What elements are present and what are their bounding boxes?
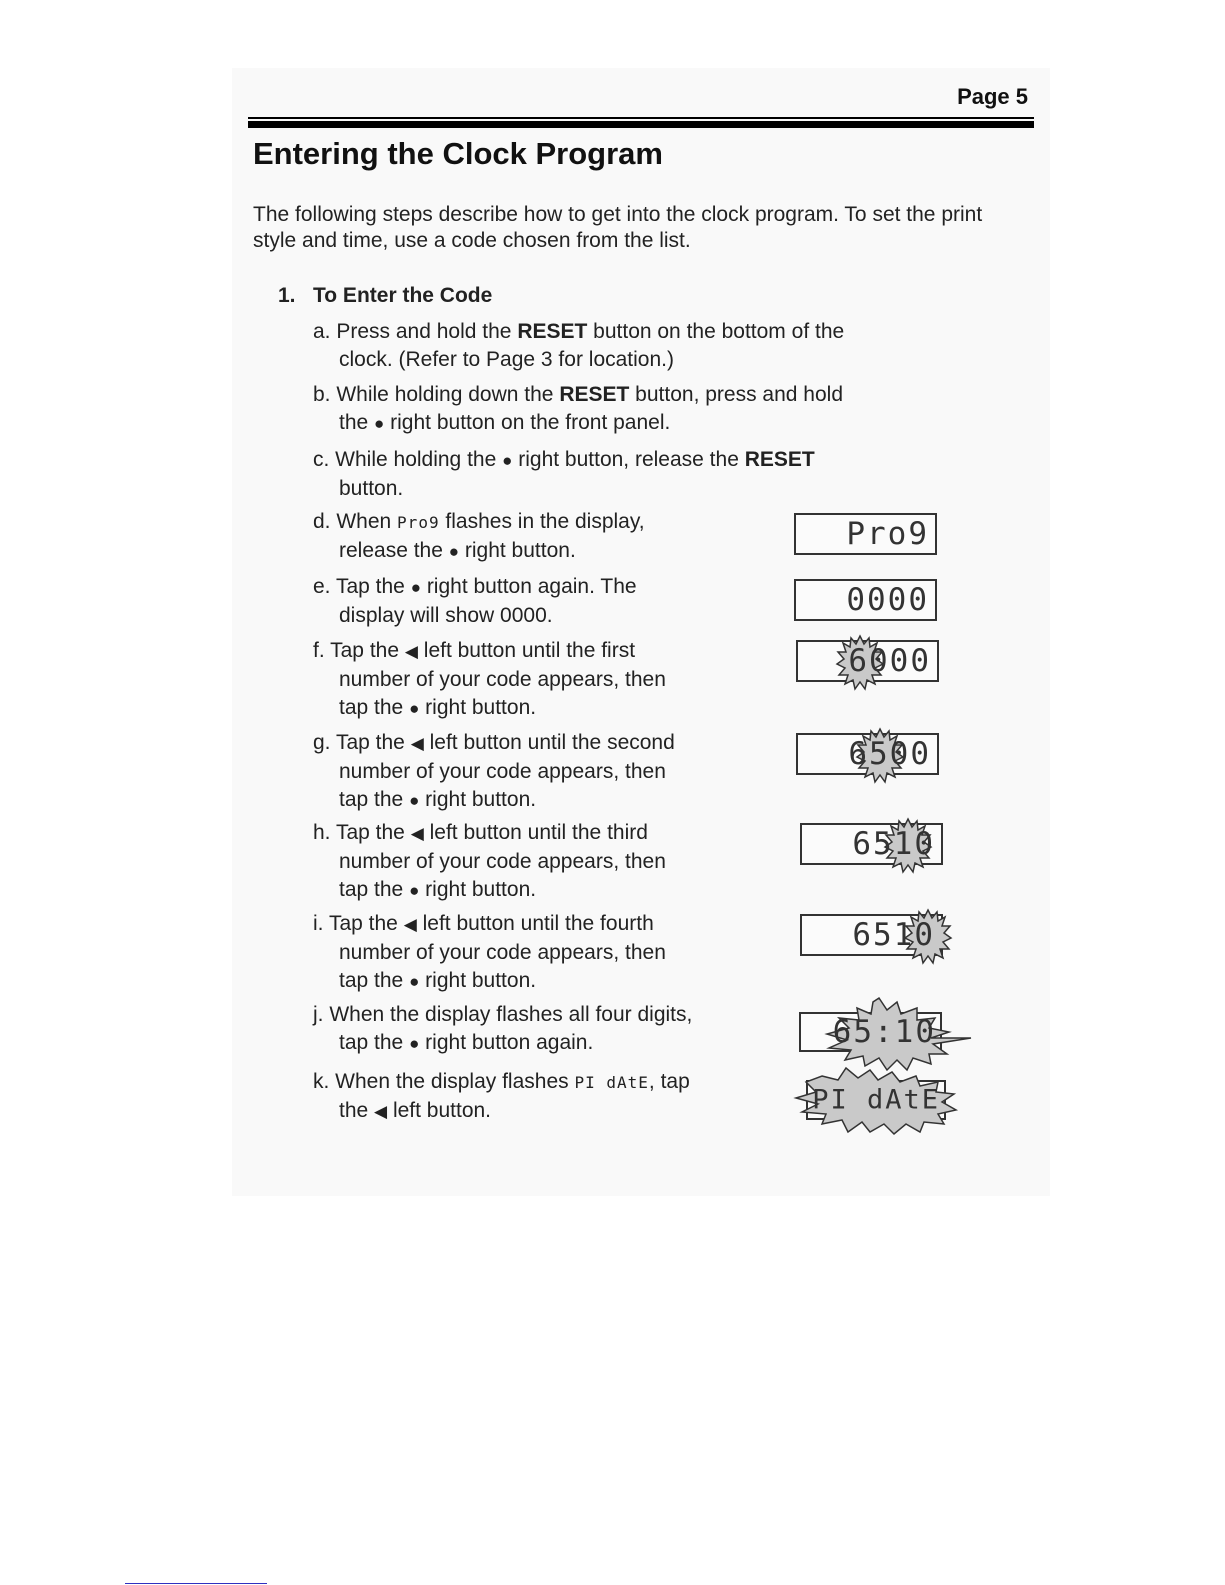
step-a-text: button on the bottom of the [587,320,845,343]
step-f-text: f. Tap the [313,639,405,662]
header-rule-thin [248,117,1034,119]
step-a-text: clock. (Refer to Page 3 for location.) [339,348,674,371]
step-g-text: tap the [339,788,410,811]
step-i-text: tap the [339,969,410,992]
lcd-display-fourth-digit [800,914,943,956]
lcd-display-first-digit [796,640,939,682]
lcd-display-text: 6510 [852,826,935,862]
step-j-text: tap the [339,1031,410,1054]
step-e-text: e. Tap the [313,575,411,598]
step-b [313,381,843,438]
step-k-text: left button. [387,1099,492,1122]
step-b-text: b. While holding down the [313,383,560,406]
step-g-text: g. Tap the [313,731,411,754]
step-a [313,318,844,374]
step-i-text: right button. [419,969,537,992]
filled-circle-icon: ● [410,578,421,597]
step-a-text: a. Press and hold the [313,320,518,343]
lcd-inline-text: PI dAtE [574,1073,649,1092]
step-d [313,508,645,566]
step-b-text: right button on the front panel. [384,411,671,434]
step-b-text: button, press and hold [629,383,843,406]
step-g [313,729,675,815]
left-triangle-icon: ◀ [410,734,424,753]
step-k-text: k. When the display flashes [313,1070,575,1093]
lcd-display-text: 65:10 [832,1014,936,1050]
left-triangle-icon: ◀ [404,642,418,661]
step-d-text: right button. [459,539,576,562]
left-triangle-icon: ◀ [374,1102,388,1121]
step-i-text: number of your code appears, then [339,941,666,964]
page-title: Entering the Clock Program [253,136,663,171]
left-triangle-icon: ◀ [410,824,424,843]
step-k [313,1068,690,1126]
lcd-display-prog [794,513,937,555]
filled-circle-icon: ● [409,972,420,991]
lcd-display-text: PI dAtE [812,1084,940,1116]
filled-circle-icon: ● [448,542,460,561]
step-k-text: the [339,1099,375,1122]
step-b-text: the [339,411,375,434]
step-h [313,819,666,905]
step-i-text: left button until the fourth [416,912,654,935]
step-f-text: right button. [419,696,537,719]
header-rule-thick [248,121,1034,128]
step-d-text: release the [339,539,449,562]
step-h-text: left button until the third [423,821,648,844]
step-c-text: button. [339,477,404,500]
lcd-display-text: Pro9 [846,516,929,552]
step-g-text: right button. [419,788,537,811]
section-heading [278,284,492,308]
step-e-text: display will show 0000. [339,604,553,627]
step-e [313,573,637,630]
step-j-text: j. When the display flashes all four digits, [313,1003,693,1026]
lcd-display-print-date [806,1080,946,1120]
filled-circle-icon: ● [409,881,420,900]
lcd-display-text: 6500 [848,736,931,772]
step-j [313,1001,692,1058]
page-number: Page 5 [957,84,1028,109]
step-f [313,637,666,723]
lcd-display-text: 6000 [848,643,931,679]
lcd-display-text: 6510 [852,917,935,953]
step-c [313,446,815,503]
step-h-text: number of your code appears, then [339,850,666,873]
step-f-text: left button until the first [417,639,636,662]
left-triangle-icon: ◀ [403,915,417,934]
reset-label: RESET [559,383,630,406]
filled-circle-icon: ● [374,414,385,433]
reset-label: RESET [744,448,815,471]
step-f-text: tap the [339,696,410,719]
section-number: 1. [278,284,296,307]
intro-paragraph: The following steps describe how to get into the clock program. To set the print style and time, use a code chosen from the list. [253,203,983,252]
filled-circle-icon: ● [409,791,420,810]
step-h-text: right button. [419,878,537,901]
step-h-text: h. Tap the [313,821,411,844]
filled-circle-icon: ● [502,451,513,470]
step-c-text: right button, release the [512,448,745,471]
step-h-text: tap the [339,878,410,901]
lcd-display-second-digit [796,733,939,775]
step-k-text: , tap [648,1070,690,1093]
step-i [313,910,666,996]
filled-circle-icon: ● [409,699,420,718]
lcd-display-0000 [794,579,937,621]
footer-link-underline[interactable] [125,1583,267,1584]
lcd-display-all-digits [799,1012,942,1052]
lcd-inline-text: Pro9 [397,513,440,532]
step-i-text: i. Tap the [313,912,404,935]
section-title: To Enter the Code [313,284,493,307]
step-d-text: d. When [313,510,398,533]
step-e-text: right button again. The [420,575,637,598]
lcd-display-text: 0000 [846,582,929,618]
step-g-text: number of your code appears, then [339,760,666,783]
step-d-text: flashes in the display, [439,510,645,533]
step-j-text: right button again. [419,1031,594,1054]
step-c-text: c. While holding the [313,448,503,471]
filled-circle-icon: ● [409,1034,420,1053]
lcd-display-third-digit [800,823,943,865]
step-f-text: number of your code appears, then [339,668,666,691]
reset-label: RESET [517,320,588,343]
step-g-text: left button until the second [423,731,675,754]
